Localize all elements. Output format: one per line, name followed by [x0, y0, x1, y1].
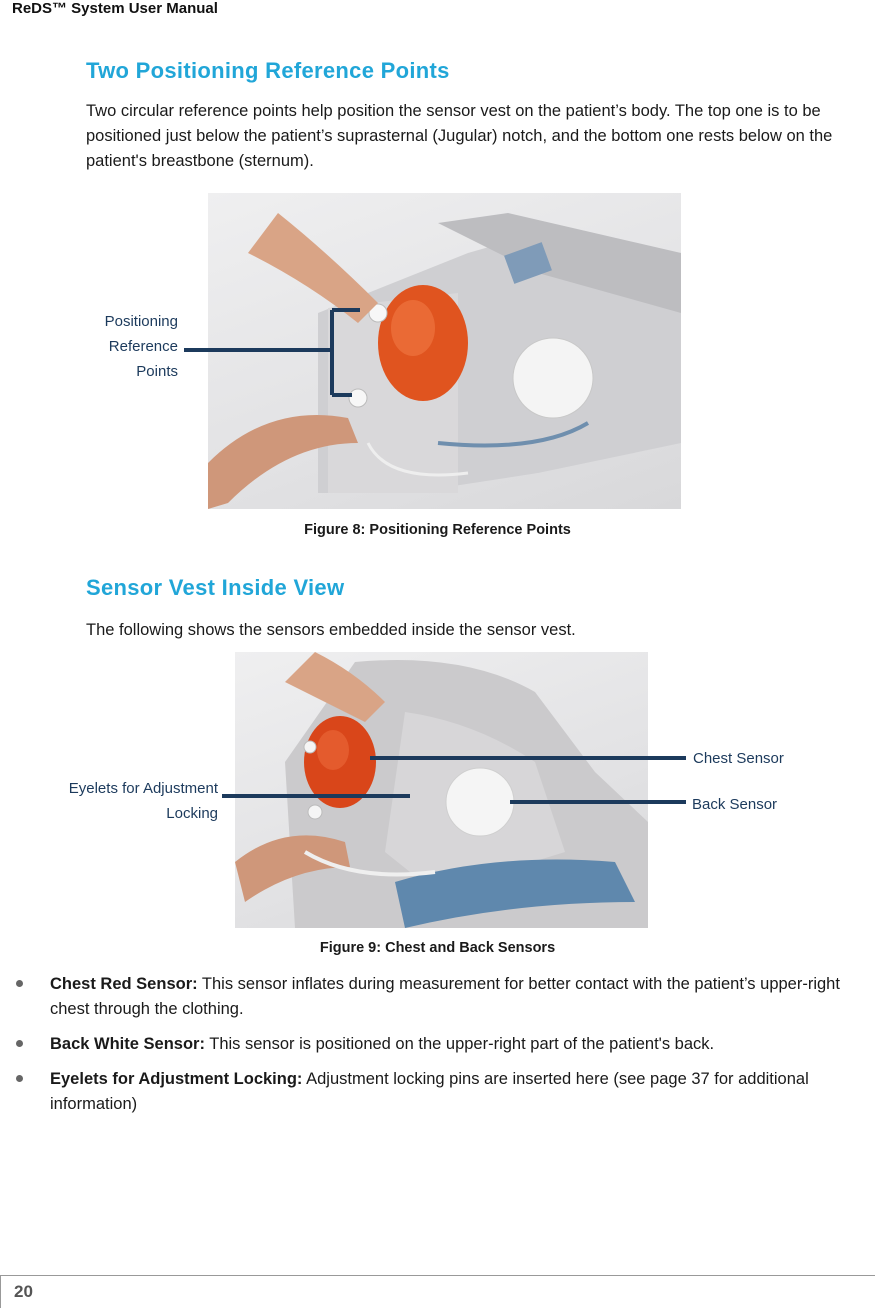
bullet-icon: [16, 1040, 23, 1047]
callout-line: Locking: [166, 805, 218, 822]
section-body-reference-points: Two circular reference points help position the sensor vest on the patient’s body. The top one is to be positioned just below the patient’s suprasternal (Jugular) notch, and the bottom one rests below on the patient's breastbone (sternum).: [86, 102, 833, 170]
footer-divider: [0, 1275, 875, 1276]
list-item: [14, 1032, 864, 1057]
figure-8-caption: Figure 8: Positioning Reference Points: [304, 522, 571, 538]
page-number: 20: [14, 1282, 33, 1301]
figure-9-caption: Figure 9: Chest and Back Sensors: [319, 940, 556, 956]
footer-divider-vertical: [0, 1275, 1, 1308]
bullet-term: Back White Sensor:: [50, 1035, 205, 1053]
list-item: [14, 1067, 864, 1117]
vest-reference-points-photo: [208, 193, 681, 509]
callout-line: Points: [136, 363, 178, 380]
callout-line: Positioning: [104, 313, 178, 330]
callout-positioning-reference-points: [60, 309, 178, 384]
section-heading-reference-points: Two Positioning Reference Points: [86, 58, 450, 83]
list-item: [14, 972, 864, 1022]
bullet-term: Chest Red Sensor:: [50, 975, 198, 993]
running-header: ReDS™ System User Manual: [12, 0, 218, 17]
bullet-icon: [16, 1075, 23, 1082]
callout-back-sensor: Back Sensor: [692, 796, 778, 813]
section-heading-inside-view: Sensor Vest Inside View: [86, 575, 345, 600]
section-body-inside-view: The following shows the sensors embedded inside the sensor vest.: [86, 621, 576, 639]
bullet-text: This sensor inflates during measurement for better contact with the patient’s upper-right chest through the clothing.: [50, 975, 840, 1018]
callout-chest-sensor: Chest Sensor: [693, 750, 784, 767]
bullet-text: Adjustment locking pins are inserted here (see page 37 for additional information): [50, 1070, 809, 1113]
sensor-bullet-list: [14, 972, 864, 1127]
bullet-text: This sensor is positioned on the upper-right part of the patient's back.: [204, 1035, 715, 1053]
vest-inside-view-photo: [235, 652, 648, 928]
bullet-term: Eyelets for Adjustment Locking:: [50, 1070, 303, 1088]
callout-line: Eyelets for Adjustment: [68, 780, 218, 797]
callout-eyelets-adjustment-locking: [20, 776, 218, 826]
callout-line: Reference: [108, 338, 178, 355]
bullet-icon: [16, 980, 23, 987]
